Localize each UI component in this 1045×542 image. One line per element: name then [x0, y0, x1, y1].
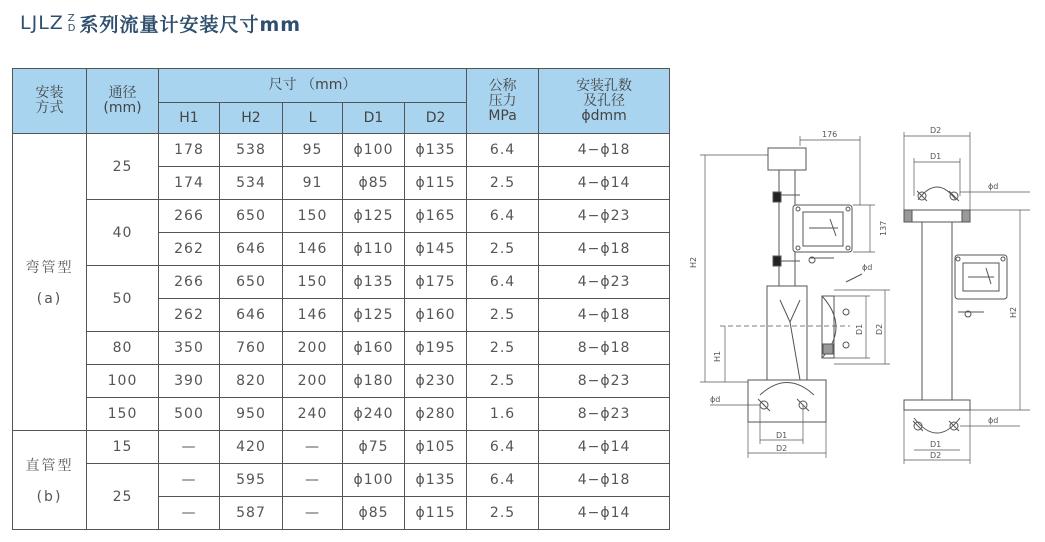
d2-cell: ϕ115	[405, 167, 467, 200]
h2-cell: 646	[220, 233, 283, 266]
pressure-cell: 2.5	[467, 365, 539, 398]
d2-cell: ϕ105	[405, 431, 467, 464]
bore-cell: 100	[87, 365, 159, 398]
bore-cell: 150	[87, 398, 159, 431]
header-l: L	[283, 103, 343, 134]
header-install-type: 安装 方式	[13, 69, 87, 134]
spec-table	[12, 68, 670, 530]
bent-pipe-flowmeter	[748, 148, 852, 422]
header-d2: D2	[405, 103, 467, 134]
holes-cell: 4−ϕ14	[539, 167, 670, 200]
h2-cell: 595	[220, 464, 283, 497]
h1-cell: —	[159, 431, 220, 464]
holes-cell: 4−ϕ14	[539, 497, 670, 530]
pressure-cell: 6.4	[467, 266, 539, 299]
d1-cell: ϕ125	[343, 299, 405, 332]
l-cell: 200	[283, 365, 343, 398]
d2-cell: ϕ165	[405, 200, 467, 233]
install-type-cell: 直管型 (b)	[13, 431, 87, 530]
h2-cell: 538	[220, 134, 283, 167]
holes-cell: 8−ϕ23	[539, 365, 670, 398]
header-h1: H1	[159, 103, 220, 134]
header-dimensions: 尺寸 （mm）	[159, 69, 467, 103]
d2-cell: ϕ135	[405, 134, 467, 167]
bore-cell: 50	[87, 266, 159, 332]
h2-cell: 420	[220, 431, 283, 464]
dim-176-label: 176	[822, 130, 838, 139]
phi-d-label-bottom: ϕd	[988, 416, 999, 425]
d2-cell: ϕ135	[405, 464, 467, 497]
table-row	[13, 332, 670, 365]
table-row	[13, 398, 670, 431]
pressure-cell: 6.4	[467, 464, 539, 497]
table-row	[13, 200, 670, 233]
straight-pipe-flowmeter	[904, 187, 1007, 433]
h1-cell: 266	[159, 266, 220, 299]
spec-table-body	[13, 134, 670, 530]
d2-cell: ϕ280	[405, 398, 467, 431]
holes-cell: 4−ϕ18	[539, 464, 670, 497]
bore-cell: 25	[87, 134, 159, 200]
d1-cell: ϕ180	[343, 365, 405, 398]
h1-cell: 350	[159, 332, 220, 365]
flange-detail	[822, 274, 862, 358]
holes-cell: 4−ϕ23	[539, 266, 670, 299]
table-row	[13, 134, 670, 167]
header-h2: H2	[220, 103, 283, 134]
l-cell: 146	[283, 233, 343, 266]
l-cell: 240	[283, 398, 343, 431]
table-row	[13, 464, 670, 497]
d1-cell: ϕ85	[343, 497, 405, 530]
title-sup: Z	[67, 13, 76, 24]
title-model: LJLZ	[20, 12, 64, 34]
h2-label-right: H2	[1009, 306, 1018, 318]
pressure-cell: 2.5	[467, 332, 539, 365]
d2-label-top: D2	[930, 126, 942, 135]
pressure-cell: 6.4	[467, 200, 539, 233]
d1-cell: ϕ125	[343, 200, 405, 233]
h2-cell: 650	[220, 266, 283, 299]
table-row	[13, 431, 670, 464]
l-cell: 200	[283, 332, 343, 365]
h1-cell: 262	[159, 299, 220, 332]
holes-cell: 4−ϕ18	[539, 299, 670, 332]
d1-cell: ϕ135	[343, 266, 405, 299]
h2-cell: 650	[220, 200, 283, 233]
h2-label-left: H2	[689, 256, 698, 268]
d1-cell: ϕ100	[343, 464, 405, 497]
page-title	[20, 8, 301, 38]
table-row	[13, 266, 670, 299]
pressure-cell: 2.5	[467, 233, 539, 266]
d2-cell: ϕ160	[405, 299, 467, 332]
h1-cell: 174	[159, 167, 220, 200]
h1-cell: —	[159, 464, 220, 497]
table-row	[13, 365, 670, 398]
phi-d-label-detail: ϕd	[862, 263, 873, 272]
dim-137-label: 137	[879, 220, 888, 236]
h2-cell: 646	[220, 299, 283, 332]
d1-cell: ϕ110	[343, 233, 405, 266]
holes-cell: 4−ϕ18	[539, 233, 670, 266]
header-bore: 通径 (mm)	[87, 69, 159, 134]
l-cell: —	[283, 464, 343, 497]
h2-cell: 534	[220, 167, 283, 200]
h2-cell: 950	[220, 398, 283, 431]
d1-cell: ϕ100	[343, 134, 405, 167]
pressure-cell: 6.4	[467, 134, 539, 167]
holes-cell: 8−ϕ23	[539, 398, 670, 431]
bore-cell: 25	[87, 464, 159, 530]
header-holes: 安装孔数 及孔径 ϕdmm	[539, 69, 670, 134]
phi-d-label-left: ϕd	[710, 395, 721, 404]
installation-drawing	[690, 120, 1035, 465]
bore-cell: 40	[87, 200, 159, 266]
d1-label-top: D1	[930, 152, 942, 161]
d1-cell: ϕ240	[343, 398, 405, 431]
pressure-cell: 2.5	[467, 167, 539, 200]
l-cell: 146	[283, 299, 343, 332]
h1-cell: —	[159, 497, 220, 530]
holes-cell: 8−ϕ18	[539, 332, 670, 365]
l-cell: 150	[283, 200, 343, 233]
d1-label-left: D1	[776, 431, 788, 440]
pressure-cell: 1.6	[467, 398, 539, 431]
l-cell: 91	[283, 167, 343, 200]
d2-cell: ϕ145	[405, 233, 467, 266]
pressure-cell: 2.5	[467, 497, 539, 530]
header-pressure: 公称 压力 MPa	[467, 69, 539, 134]
l-cell: —	[283, 431, 343, 464]
h2-cell: 820	[220, 365, 283, 398]
l-cell: 95	[283, 134, 343, 167]
d1-label-detail: D1	[855, 323, 864, 335]
h1-cell: 266	[159, 200, 220, 233]
d2-label-bottom: D2	[930, 451, 942, 460]
h2-cell: 587	[220, 497, 283, 530]
pressure-cell: 2.5	[467, 299, 539, 332]
d2-cell: ϕ230	[405, 365, 467, 398]
d1-label-bottom: D1	[930, 440, 942, 449]
d2-cell: ϕ115	[405, 497, 467, 530]
phi-d-label-top: ϕd	[988, 182, 999, 191]
d1-cell: ϕ85	[343, 167, 405, 200]
d2-cell: ϕ195	[405, 332, 467, 365]
h1-cell: 262	[159, 233, 220, 266]
d2-label-detail: D2	[875, 323, 884, 335]
d2-cell: ϕ175	[405, 266, 467, 299]
holes-cell: 4−ϕ14	[539, 431, 670, 464]
h1-cell: 178	[159, 134, 220, 167]
d1-cell: ϕ160	[343, 332, 405, 365]
h1-cell: 500	[159, 398, 220, 431]
pressure-cell: 6.4	[467, 431, 539, 464]
l-cell: 150	[283, 266, 343, 299]
bore-cell: 15	[87, 431, 159, 464]
title-zd-stack	[68, 14, 77, 34]
h1-label: H1	[713, 350, 722, 362]
l-cell: —	[283, 497, 343, 530]
bore-cell: 80	[87, 332, 159, 365]
install-type-cell: 弯管型 (a)	[13, 134, 87, 431]
d1-cell: ϕ75	[343, 431, 405, 464]
h1-cell: 390	[159, 365, 220, 398]
header-d1: D1	[343, 103, 405, 134]
holes-cell: 4−ϕ18	[539, 134, 670, 167]
holes-cell: 4−ϕ23	[539, 200, 670, 233]
d2-label-left: D2	[776, 444, 788, 453]
title-text: 系列流量计安装尺寸mm	[79, 13, 302, 36]
h2-cell: 760	[220, 332, 283, 365]
title-sub: D	[67, 23, 77, 34]
